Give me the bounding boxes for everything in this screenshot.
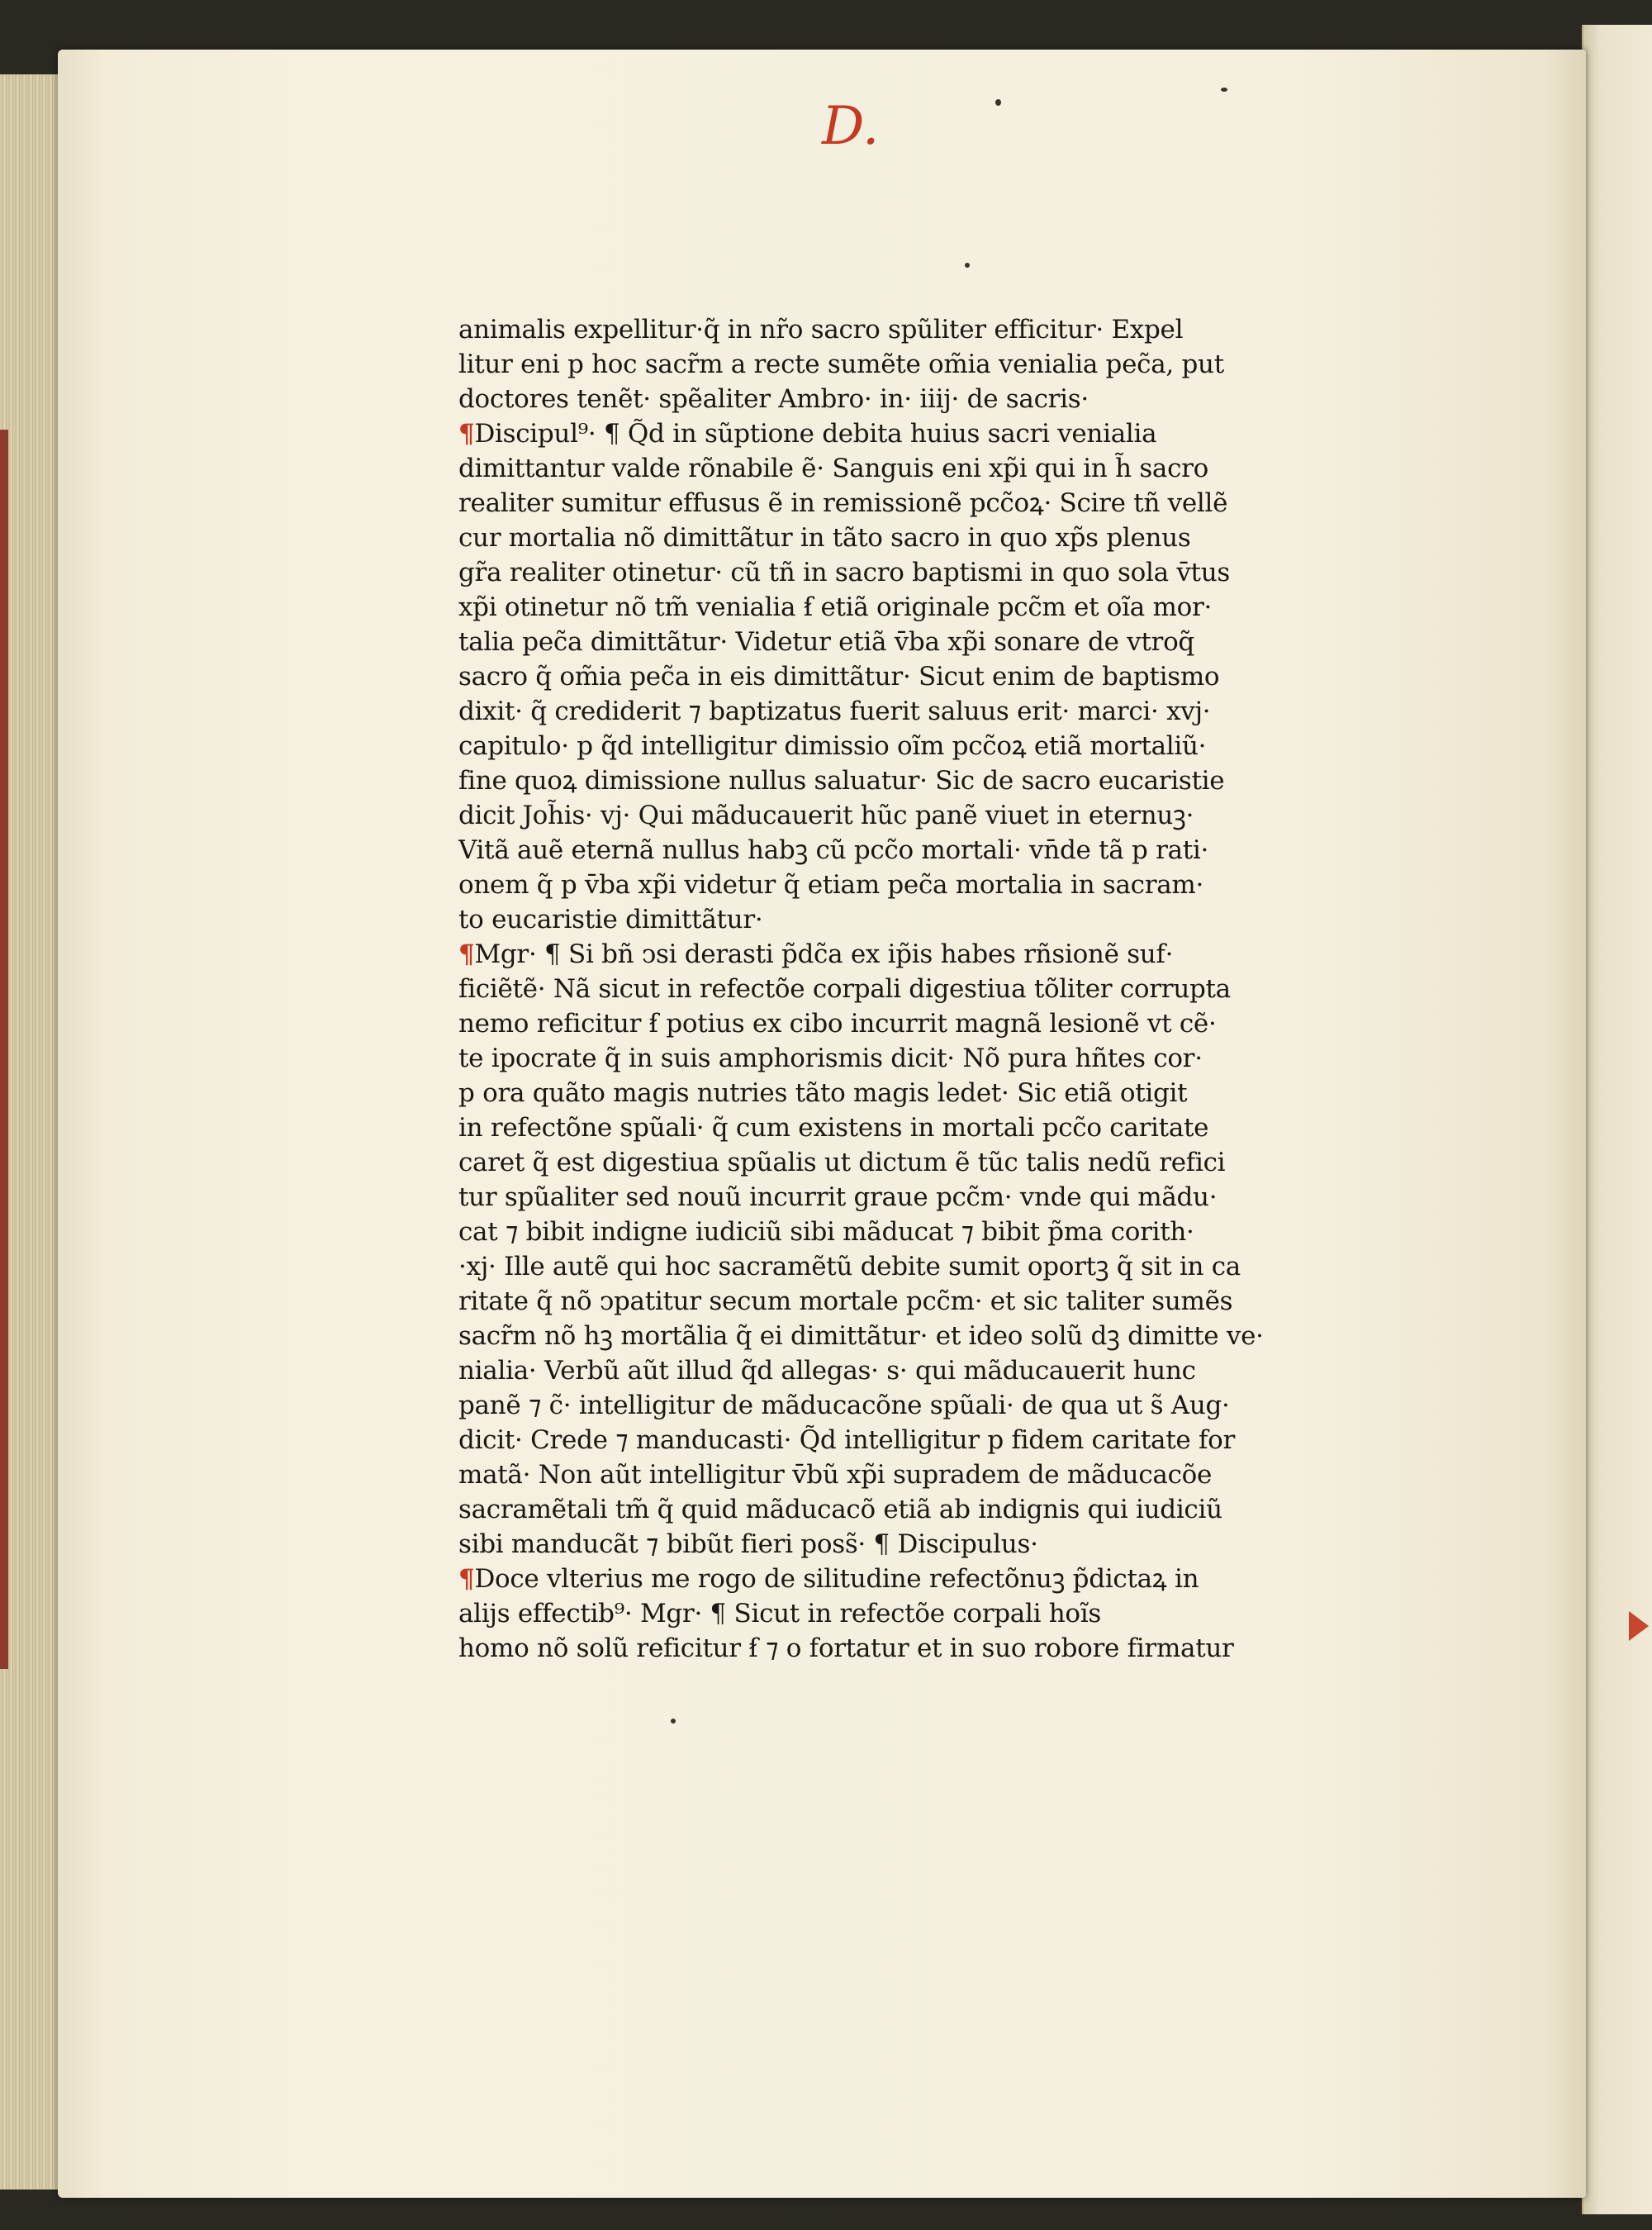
line-text: onem q̃ p v̄ba xp̃i videtur q̃ etiam pec̃a mortalia in sacram· — [458, 870, 1204, 900]
line-text: capitulo· p q̃d intelligitur dimissio oĩm pcc̃oꝝ etiã mortaliũ· — [458, 731, 1207, 761]
text-line — [458, 1562, 1317, 1596]
text-line — [458, 451, 1317, 486]
line-text: ·xj· Ille autẽ qui hoc sacramẽtũ debite sumit oportꝫ q̃ sit in ca — [458, 1252, 1241, 1281]
folio-letter: D. — [822, 96, 880, 157]
red-edge-stain — [0, 430, 8, 1669]
line-text: cat ⁊ bibit indigne iudiciũ sibi mãducat ⁊ bibit p̃ma corith· — [458, 1217, 1194, 1247]
text-line — [458, 1249, 1317, 1284]
text-line — [458, 694, 1317, 729]
body-text — [458, 312, 1317, 1666]
line-text: alijs effectib⁹· Mgr· ¶ Sicut in refectõe corpali hoĩs — [458, 1599, 1102, 1629]
line-text: dicit Joh̃is· vj· Qui mãducauerit hũc panẽ viuet in eternuꝫ· — [458, 801, 1194, 830]
text-line — [458, 382, 1317, 416]
line-text: sacro q̃ om̃ia pec̃a in eis dimittãtur· Sicut enim de baptismo — [458, 662, 1220, 692]
text-line — [458, 1319, 1317, 1353]
text-line — [458, 1631, 1317, 1666]
line-text: ritate q̃ nõ ↄpatitur secum mortale pcc̃m· et sic taliter sumẽs — [458, 1286, 1233, 1316]
text-line — [458, 486, 1317, 521]
line-text: dicit· Crede ⁊ manducasti· Q̃d intelligitur p fidem caritate for — [458, 1425, 1236, 1455]
text-line — [458, 1388, 1317, 1423]
text-line — [458, 937, 1317, 972]
text-line — [458, 1457, 1317, 1492]
line-text: homo nõ solũ reficitur ẜ ⁊ o fortatur et in suo robore firmatur — [458, 1633, 1234, 1663]
text-line — [458, 1423, 1317, 1457]
line-text: panẽ ⁊ c̃· intelligitur de mãducacõne spũali· de qua ut s̃ Aug· — [458, 1391, 1230, 1420]
text-line — [458, 1527, 1317, 1562]
text-line — [458, 1596, 1317, 1631]
line-text: sibi manducãt ⁊ bibũt fieri poss̃· ¶ Discipulus· — [458, 1529, 1038, 1559]
line-text: te ipocrate q̃ in suis amphorismis dicit· Nõ pura hñtes cor· — [458, 1044, 1203, 1073]
text-line — [458, 798, 1317, 833]
book-fore-edge — [0, 74, 59, 2190]
ink-speck — [1221, 88, 1227, 92]
text-line — [458, 729, 1317, 763]
line-text: gr̃a realiter otinetur· cũ tñ in sacro baptismi in quo sola v̄tus — [458, 558, 1230, 587]
line-text: p ora quãto magis nutries tãto magis ledet· Sic etiã otigit — [458, 1078, 1188, 1108]
line-text: doctores tenẽt· spẽaliter Ambro· in· iiij· de sacris· — [458, 384, 1089, 414]
line-text: tur spũaliter sed nouũ incurrit graue pcc̃m· vnde qui mãdu· — [458, 1182, 1218, 1212]
text-line — [458, 312, 1317, 347]
rubric-mark: ¶ — [458, 939, 475, 969]
line-text: nemo reficitur ẜ potius ex cibo incurrit magnã lesionẽ vt cẽ· — [458, 1009, 1217, 1039]
line-text: caret q̃ est digestiua spũalis ut dictum ẽ tũc talis nedũ refici — [458, 1148, 1226, 1177]
text-line — [458, 1180, 1317, 1215]
text-line — [458, 555, 1317, 590]
text-line — [458, 1076, 1317, 1110]
line-text: sacramẽtali tm̃ q̃ quid mãducacõ etiã ab indignis qui iudiciũ — [458, 1495, 1222, 1524]
rubric-mark: ¶ — [458, 1564, 475, 1594]
line-text: ficiẽtẽ· Nã sicut in refectõe corpali digestiua tõliter corrupta — [458, 974, 1231, 1004]
text-line — [458, 590, 1317, 625]
text-line — [458, 902, 1317, 937]
text-line — [458, 521, 1317, 555]
text-line — [458, 416, 1317, 451]
line-text: xp̃i otinetur nõ tm̃ venialia ẜ etiã originale pcc̃m et oĩa mor· — [458, 592, 1213, 622]
line-text: to eucaristie dimittãtur· — [458, 905, 763, 934]
red-tab-mark — [1629, 1611, 1649, 1641]
text-line — [458, 625, 1317, 659]
line-text: nialia· Verbũ aũt illud q̃d allegas· s· qui mãducauerit hunc — [458, 1356, 1196, 1386]
text-line — [458, 972, 1317, 1006]
text-line — [458, 1215, 1317, 1249]
line-text: matã· Non aũt intelligitur v̄bũ xp̃i supradem de mãducacõe — [458, 1460, 1213, 1490]
line-text: Mgr· ¶ Si bñ ↄsi derasti p̃dc̃a ex ip̃is habes rñsionẽ suf· — [474, 939, 1174, 969]
ink-speck — [671, 1719, 676, 1724]
line-text: cur mortalia nõ dimittãtur in tãto sacro in quo xp̃s plenus — [458, 523, 1191, 553]
text-line — [458, 763, 1317, 798]
line-text: animalis expellitur·q̃ in nr̃o sacro spũliter efficitur· Expel — [458, 315, 1184, 345]
line-text: in refectõne spũali· q̃ cum existens in mortali pcc̃o caritate — [458, 1113, 1209, 1143]
line-text: Discipul⁹· ¶ Q̃d in sũptione debita huius sacri venialia — [474, 419, 1157, 449]
text-line — [458, 1006, 1317, 1041]
text-line — [458, 347, 1317, 382]
line-text: dixit· q̃ crediderit ⁊ baptizatus fuerit saluus erit· marci· xvj· — [458, 697, 1211, 726]
text-line — [458, 1284, 1317, 1319]
line-text: sacr̃m nõ hꝫ mortãlia q̃ ei dimittãtur· et ideo solũ dꝫ dimitte ve· — [458, 1321, 1264, 1351]
text-line — [458, 1041, 1317, 1076]
line-text: realiter sumitur effusus ẽ in remissionẽ pcc̃oꝝ· Scire tñ vellẽ — [458, 488, 1228, 518]
ink-speck — [995, 99, 1001, 106]
text-line — [458, 1145, 1317, 1180]
line-text: dimittantur valde rõnabile ẽ· Sanguis eni xp̃i qui in h̃ sacro — [458, 454, 1209, 483]
ink-speck — [965, 263, 970, 268]
rubric-mark: ¶ — [458, 419, 475, 449]
line-text: Vitã auẽ eternã nullus habꝫ cũ pcc̃o mortali· vn̄de tã p rati· — [458, 835, 1209, 865]
line-text: talia pec̃a dimittãtur· Videtur etiã v̄ba xp̃i sonare de vtroq̃ — [458, 627, 1194, 657]
line-text: litur eni p hoc sacr̃m a recte sumẽte om̃ia venialia pec̃a, put — [458, 349, 1224, 379]
text-line — [458, 659, 1317, 694]
text-line — [458, 833, 1317, 868]
line-text: fine quoꝝ dimissione nullus saluatur· Sic de sacro eucaristie — [458, 766, 1225, 796]
text-line — [458, 1110, 1317, 1145]
facing-page-edge — [1582, 25, 1652, 2214]
text-line — [458, 1353, 1317, 1388]
line-text: Doce vlterius me rogo de silitudine refectõnuꝫ p̃dictaꝝ in — [474, 1564, 1199, 1594]
text-line — [458, 868, 1317, 902]
text-line — [458, 1492, 1317, 1527]
